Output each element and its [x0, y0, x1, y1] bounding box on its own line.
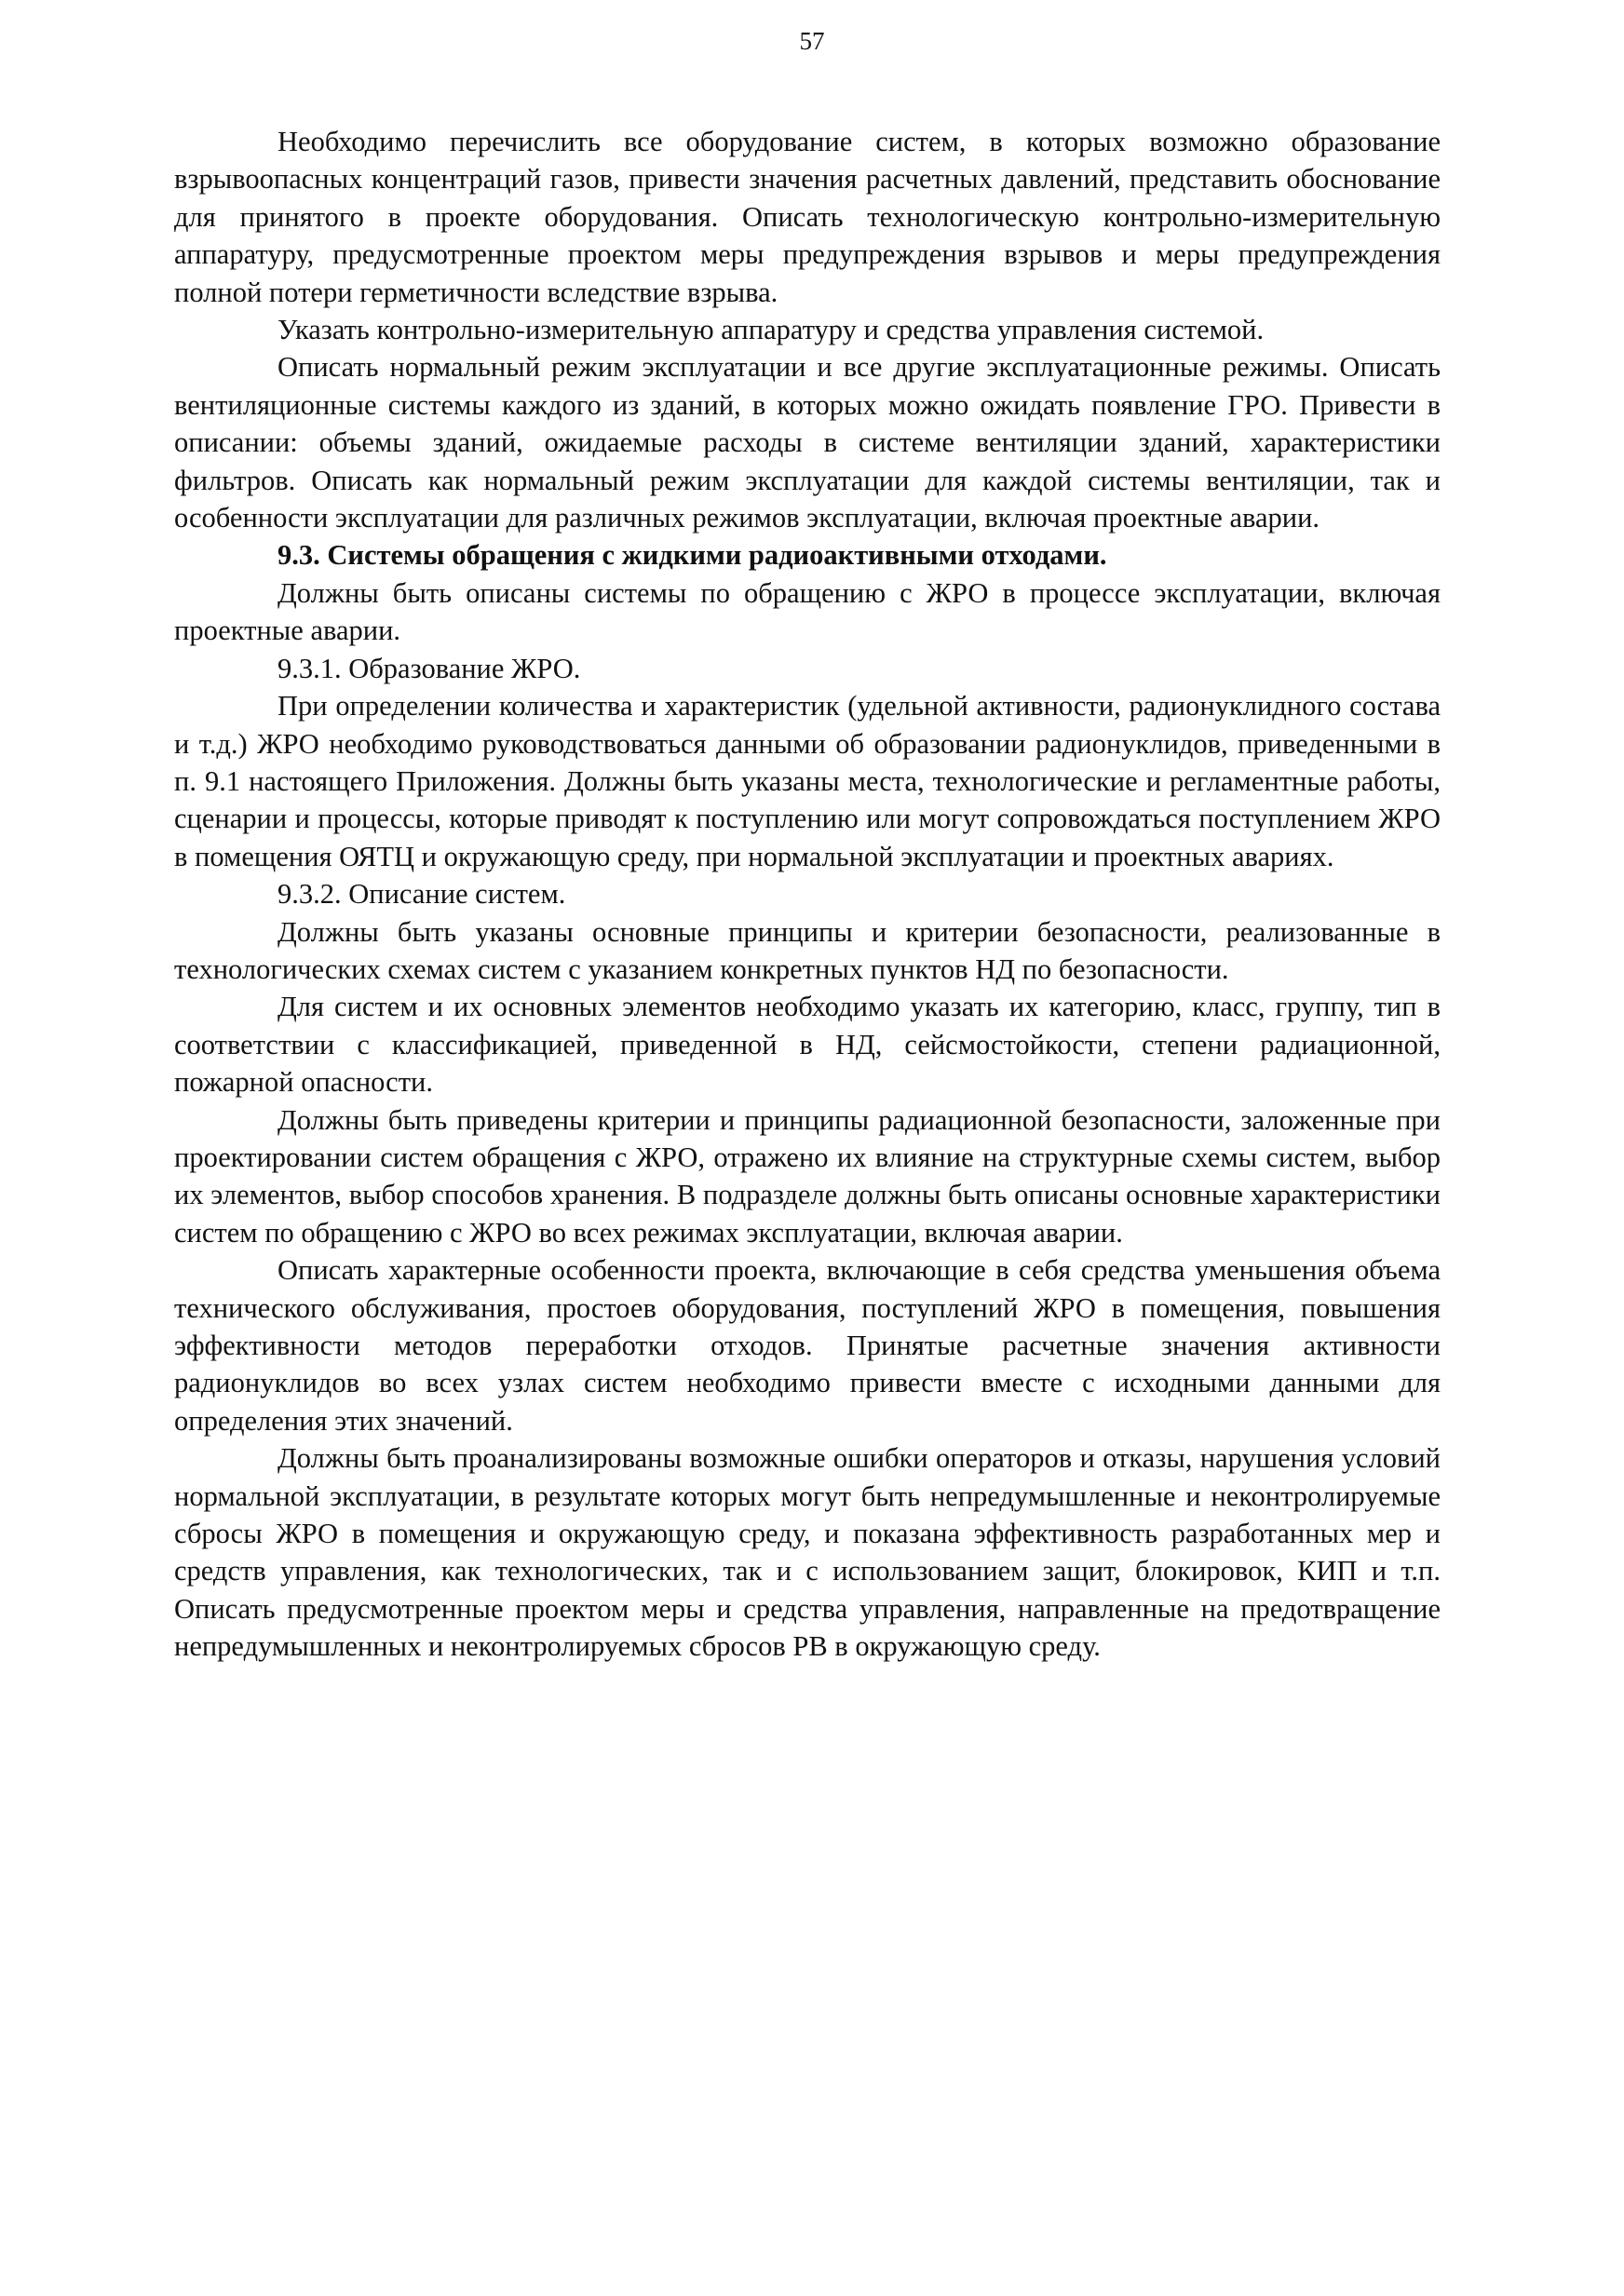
paragraph-lrw-systems: Должны быть описаны системы по обращению с ЖРО в процессе эксплуатации, включая проектные аварии. — [174, 576, 1441, 647]
paragraph-operating-modes: Описать нормальный режим эксплуатации и все другие эксплуатационные режимы. Описать вентиляционные системы каждого из зданий, в которых можно ожидать появление ГРО. Привести в описании: объемы зданий, ожидаемые расходы в системе вентиляции зданий, характеристики фильтров. Описать как нормальный режим эксплуатации для каждой системы вентиляции, так и особенности эксплуатации для различных режимов эксплуатации, включая проектные аварии. — [174, 351, 1441, 534]
paragraph-project-features: Описать характерные особенности проекта, включающие в себя средства уменьшения объема технического обслуживания, простоев оборудования, поступлений ЖРО в помещения, повышения эффективности методов переработки отходов. Принятые расчетные значения активности радионуклидов во всех узлах систем необходимо привести вместе с исходными данными для определения этих значений. — [174, 1254, 1441, 1437]
subsection-heading-9-3-1: 9.3.1. Образование ЖРО. — [277, 652, 581, 684]
paragraph-radiation-safety: Должны быть приведены критерии и принципы радиационной безопасности, заложенные при проектировании систем обращения с ЖРО, отражено их влияние на структурные схемы систем, выбор их элементов, выбор способов хранения. В подразделе должны быть описаны основные характеристики систем по обращению с ЖРО во всех режимах эксплуатации, включая аварии. — [174, 1103, 1441, 1249]
paragraph-lrw-formation: При определении количества и характеристик (удельной активности, радионуклидного состава и т.д.) ЖРО необходимо руководствоваться данными об образовании радионуклидов, приведенными в п. 9.1 настоящего Приложения. Должны быть указаны места, технологические и регламентные работы, сценарии и процессы, которые приводят к поступлению или могут сопровождаться поступлением ЖРО в помещения ОЯТЦ и окружающую среду, при нормальной эксплуатации и проектных авариях. — [174, 690, 1441, 872]
page-number: 57 — [799, 27, 825, 55]
paragraph-instrumentation: Указать контрольно-измерительную аппаратуру и средства управления системой. — [277, 314, 1265, 346]
paragraph-classification: Для систем и их основных элементов необходимо указать их категорию, класс, группу, тип в соответствии с классификацией, приведенной в НД, сейсмостойкости, степени радиационной, пожарной опасности. — [174, 991, 1441, 1099]
paragraph-explosion-equipment: Необходимо перечислить все оборудование систем, в которых возможно образование взрывоопасных концентраций газов, привести значения расчетных давлений, представить обоснование для принятого в проекте оборудования. Описать технологическую контрольно-измерительную аппаратуру, предусмотренные проектом меры предупреждения взрывов и меры предупреждения полной потери герметичности вследствие взрыва. — [174, 126, 1441, 308]
paragraph-safety-principles: Должны быть указаны основные принципы и критерии безопасности, реализованные в технологических схемах систем с указанием конкретных пунктов НД по безопасности. — [174, 915, 1441, 985]
section-heading-9-3: 9.3. Системы обращения с жидкими радиоактивными отходами. — [277, 539, 1107, 572]
document-body — [174, 123, 1441, 1666]
subsection-heading-9-3-2: 9.3.2. Описание систем. — [277, 878, 566, 911]
paragraph-operator-errors: Должны быть проанализированы возможные ошибки операторов и отказы, нарушения условий нормальной эксплуатации, в результате которых могут быть непредумышленные и неконтролируемые сбросы ЖРО в помещения и окружающую среду, и показана эффективность разработанных мер и средств управления, как технологических, так и с использованием защит, блокировок, КИП и т.п. Описать предусмотренные проектом меры и средства управления, направленные на предотвращение непредумышленных и неконтролируемых сбросов РВ в окружающую среду. — [174, 1442, 1441, 1663]
